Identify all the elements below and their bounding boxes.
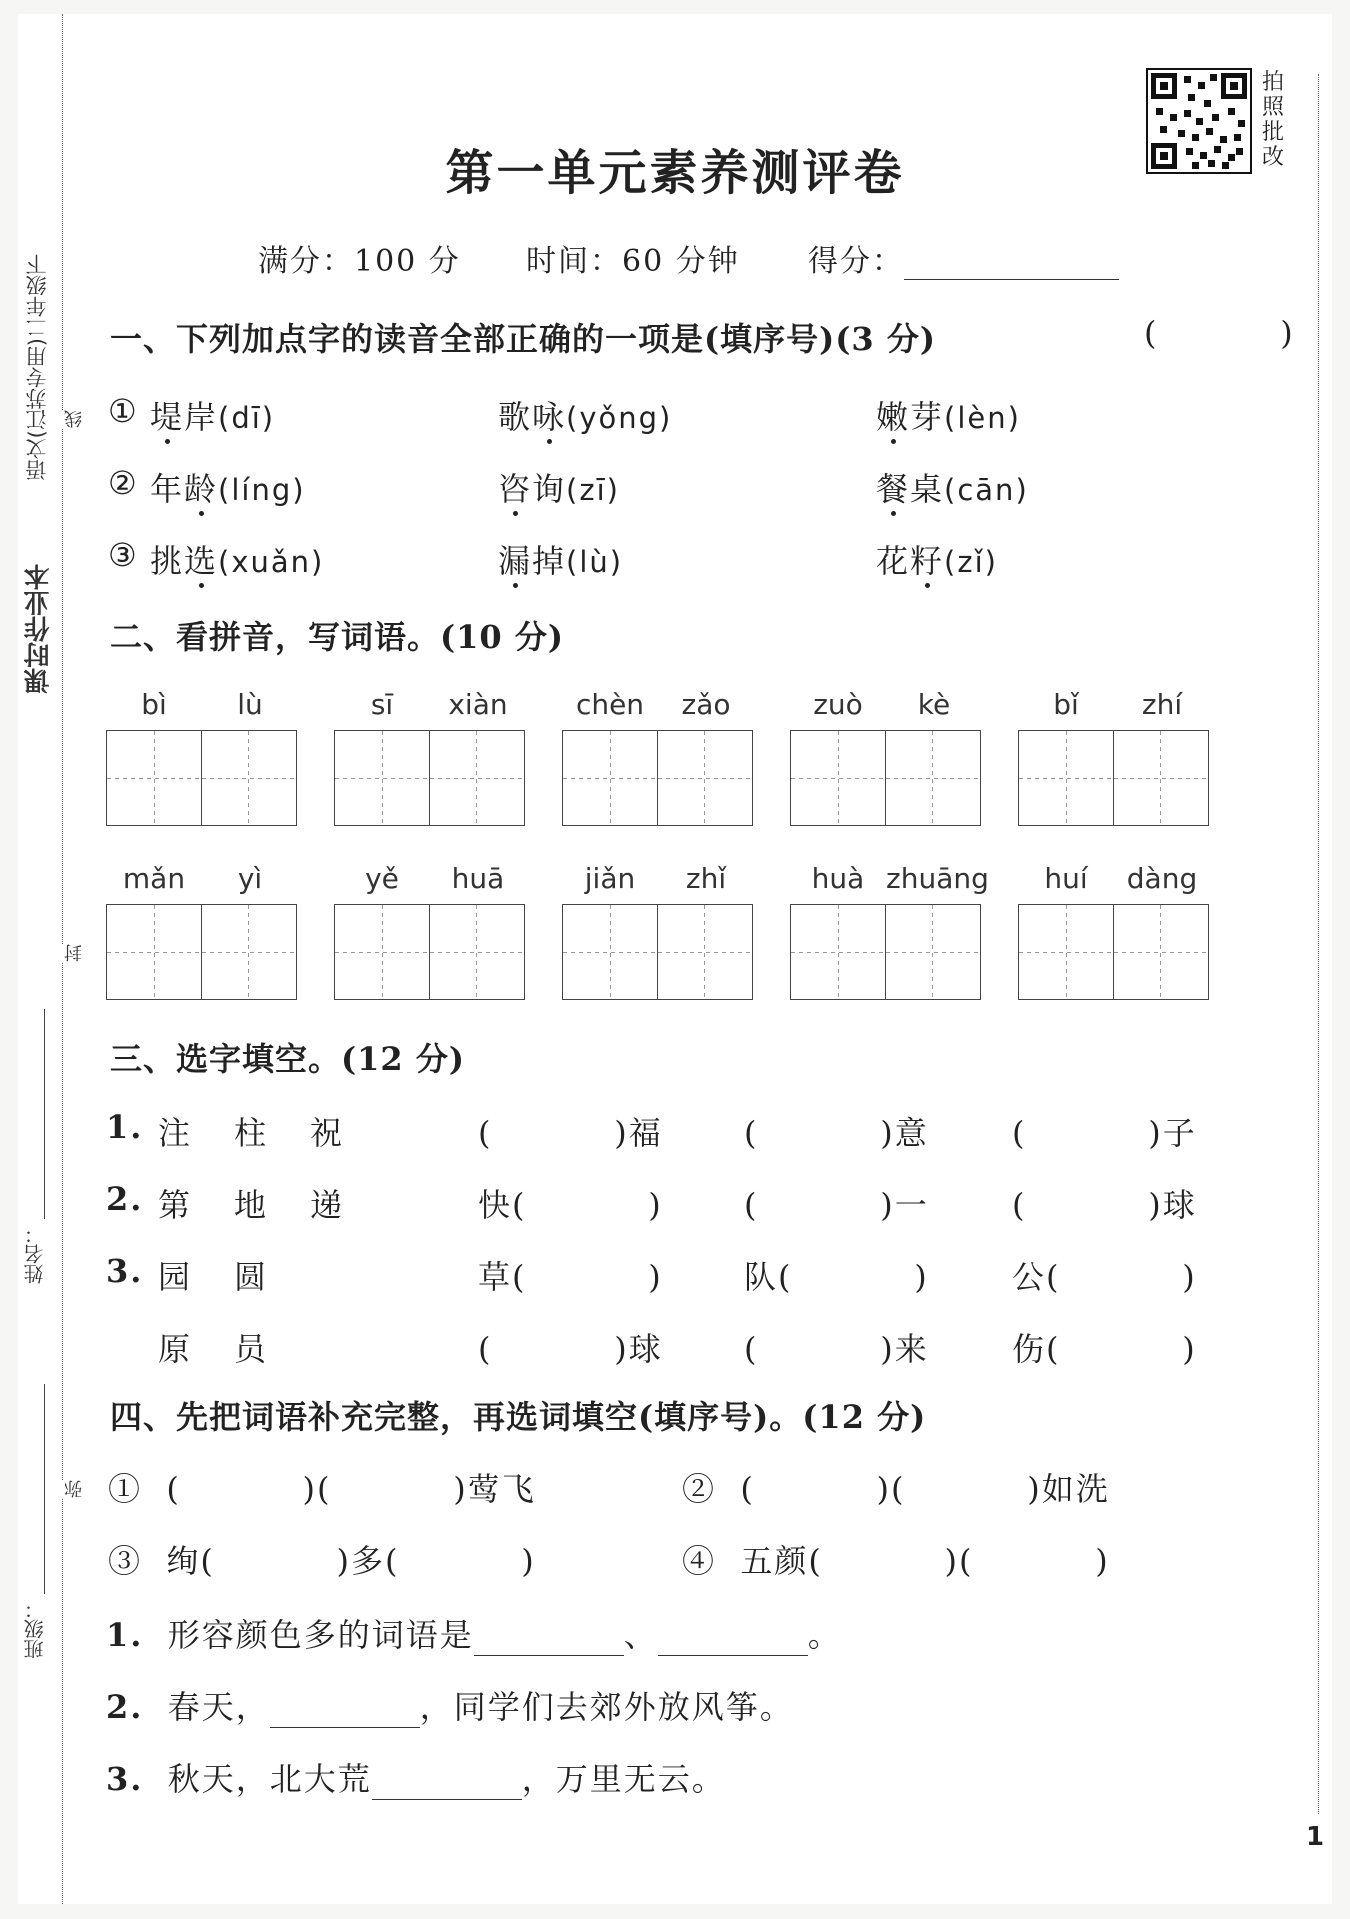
q1-pinyin: (zī)	[566, 473, 620, 507]
writing-box[interactable]	[429, 730, 525, 826]
q1-pinyin: (xuǎn)	[218, 545, 325, 579]
q3-choice-char: 圆	[234, 1258, 269, 1296]
q3-blank[interactable]: ( )球	[478, 1330, 663, 1368]
writing-box[interactable]	[1018, 904, 1114, 1000]
q3-blank[interactable]: ( )球	[1012, 1186, 1197, 1224]
q1-pinyin: (yǒng)	[566, 401, 673, 435]
pinyin-label: yì	[237, 862, 263, 895]
q3-choice-char: 员	[234, 1330, 269, 1368]
q1-pinyin: (líng)	[218, 473, 306, 507]
worksheet-page	[18, 14, 1332, 1904]
score-field[interactable]: 得分：	[808, 236, 1119, 280]
q3-blank[interactable]: 公( )	[1012, 1258, 1197, 1296]
q3-choice-char: 第	[158, 1186, 193, 1224]
pinyin-label: jiǎn	[584, 862, 636, 895]
pinyin-label: kè	[917, 688, 951, 721]
q1-option-number: ③	[108, 536, 139, 574]
q1-word: 花籽(zǐ)	[876, 542, 998, 580]
q1-pinyin: (lèn)	[944, 401, 1021, 435]
q3-blank[interactable]: 伤( )	[1012, 1330, 1197, 1368]
q4-sentence-2[interactable]: 2. 春天， ，同学们去郊外放风筝。	[106, 1688, 794, 1726]
pinyin-label: chèn	[575, 688, 645, 721]
pinyin-label: huā	[451, 862, 505, 895]
q3-choice-char: 递	[310, 1186, 345, 1224]
q1-word: 嫩芽(lèn)	[876, 398, 1021, 436]
q3-blank[interactable]: ( )意	[744, 1114, 929, 1152]
q4-fill-3[interactable]: ③ 绚( )多( )	[108, 1542, 536, 1580]
q3-choice-char: 原	[158, 1330, 193, 1368]
writing-box[interactable]	[201, 904, 297, 1000]
q2-heading: 二、看拼音，写词语。(10 分)	[110, 618, 564, 656]
pinyin-label: sī	[370, 688, 394, 721]
q3-blank[interactable]: ( )来	[744, 1330, 929, 1368]
right-dotted-line	[1318, 74, 1319, 1814]
writing-box[interactable]	[562, 730, 658, 826]
writing-box[interactable]	[790, 904, 886, 1000]
sidebar-subject	[22, 254, 52, 480]
q1-word: 歌咏(yǒng)	[498, 398, 673, 436]
writing-box[interactable]	[1113, 904, 1209, 1000]
q4-heading: 四、先把词语补充完整，再选词填空(填序号)。(12 分)	[110, 1398, 927, 1436]
sidebar-subject-text: 语文(江苏专用)二年级下	[25, 254, 49, 481]
q1-word: 咨询(zī)	[498, 470, 620, 508]
q1-word: 餐桌(cān)	[876, 470, 1029, 508]
q1-pinyin: (lù)	[566, 545, 624, 579]
pinyin-label: dàng	[1126, 862, 1198, 895]
cut-mark-xian: 线	[62, 410, 88, 428]
pinyin-label: xiàn	[448, 688, 508, 721]
q1-word: 堤岸(dī)	[150, 398, 276, 436]
q1-pinyin: (zǐ)	[944, 545, 998, 579]
q4-sentence-3[interactable]: 3. 秋天，北大荒 ，万里无云。	[106, 1760, 726, 1798]
q3-row-number: 1.	[106, 1108, 144, 1146]
q1-answer-paren[interactable]: ( )	[1144, 314, 1295, 352]
q1-option-number: ②	[108, 464, 139, 502]
q4-sentence-1[interactable]: 1. 形容颜色多的词语是 、 。	[106, 1616, 842, 1654]
q3-choice-char: 祝	[310, 1114, 345, 1152]
writing-box[interactable]	[429, 904, 525, 1000]
pinyin-label: lù	[237, 688, 263, 721]
qr-label: 拍 照 批 改	[1261, 70, 1284, 170]
writing-box[interactable]	[1018, 730, 1114, 826]
pinyin-label: zǎo	[681, 688, 731, 721]
writing-box[interactable]	[657, 904, 753, 1000]
pinyin-label: bǐ	[1053, 688, 1079, 721]
q1-word: 漏掉(lù)	[498, 542, 624, 580]
sidebar-class-label: 班级：	[23, 1599, 47, 1659]
q3-choice-char: 柱	[234, 1114, 269, 1152]
writing-box[interactable]	[201, 730, 297, 826]
q3-blank[interactable]: ( )一	[744, 1186, 929, 1224]
pinyin-label: zhǐ	[685, 862, 727, 895]
writing-box[interactable]	[790, 730, 886, 826]
cut-mark-mi: 弥	[62, 1480, 88, 1498]
q3-row-number: 2.	[106, 1180, 144, 1218]
sidebar-book-text: 课时作业本	[24, 564, 54, 694]
q3-blank[interactable]: 队( )	[744, 1258, 929, 1296]
writing-box[interactable]	[1113, 730, 1209, 826]
pinyin-label: huí	[1044, 862, 1088, 895]
q3-blank[interactable]: 快( )	[478, 1186, 663, 1224]
page-title: 第一单元素养测评卷	[445, 145, 905, 201]
q3-choice-char: 园	[158, 1258, 193, 1296]
q1-pinyin: (dī)	[218, 401, 276, 435]
q1-option-number: ①	[108, 392, 139, 430]
q4-fill-4[interactable]: ④ 五颜( )( )	[682, 1542, 1110, 1580]
writing-box[interactable]	[106, 730, 202, 826]
sidebar-name-label: 姓名：	[23, 1224, 47, 1284]
q1-pinyin: (cān)	[944, 473, 1029, 507]
pinyin-label: huà	[811, 862, 865, 895]
writing-box[interactable]	[885, 904, 981, 1000]
page-number: 1	[1306, 1822, 1325, 1852]
q3-heading: 三、选字填空。(12 分)	[110, 1040, 465, 1078]
q3-choice-char: 地	[234, 1186, 269, 1224]
writing-box[interactable]	[562, 904, 658, 1000]
pinyin-label: yě	[365, 862, 399, 895]
pinyin-label: zhuāng	[886, 862, 989, 895]
pinyin-label: mǎn	[122, 862, 186, 895]
writing-box[interactable]	[657, 730, 753, 826]
q1-word: 年龄(líng)	[150, 470, 306, 508]
q1-word: 挑选(xuǎn)	[150, 542, 325, 580]
name-line	[44, 1009, 45, 1219]
writing-box[interactable]	[334, 730, 430, 826]
time-limit: 时间：60 分钟	[526, 244, 740, 279]
class-line	[44, 1384, 45, 1594]
q4-fill-2[interactable]: ② ( )( )如洗	[682, 1470, 1110, 1508]
writing-box[interactable]	[885, 730, 981, 826]
q3-blank[interactable]: 草( )	[478, 1258, 663, 1296]
pinyin-label: zhí	[1141, 688, 1183, 721]
writing-box[interactable]	[334, 904, 430, 1000]
sidebar-book-title	[20, 564, 57, 694]
writing-box[interactable]	[106, 904, 202, 1000]
q3-blank[interactable]: ( )福	[478, 1114, 663, 1152]
q4-fill-1[interactable]: ① ( )( )莺飞	[108, 1470, 536, 1508]
q3-row-number: 3.	[106, 1252, 144, 1290]
q3-choice-char: 注	[158, 1114, 193, 1152]
full-score: 满分：100 分	[258, 244, 461, 279]
pinyin-label: zuò	[813, 688, 863, 721]
pinyin-label: bì	[141, 688, 167, 721]
q1-heading: 一、下列加点字的读音全部正确的一项是(填序号)(3 分)	[110, 320, 936, 358]
q3-blank[interactable]: ( )子	[1012, 1114, 1197, 1152]
cut-mark-feng: 封	[62, 944, 88, 962]
